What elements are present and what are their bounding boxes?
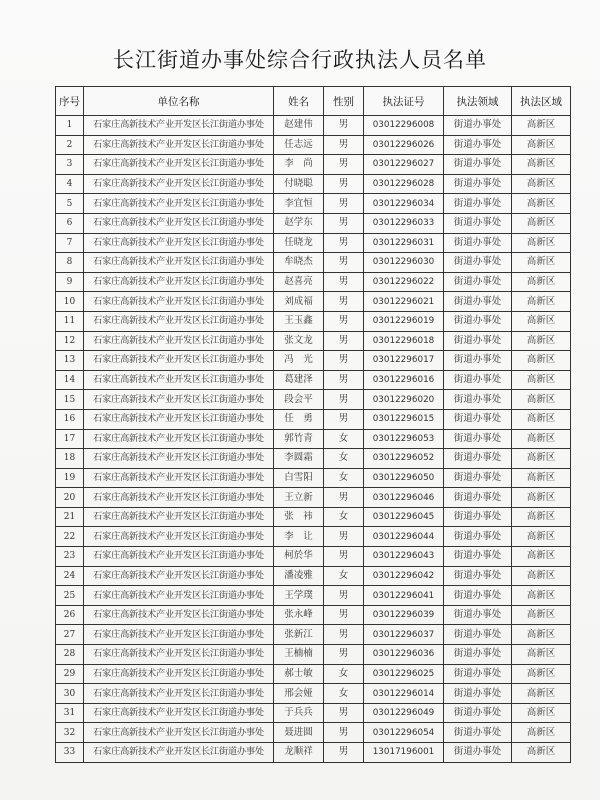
cell-name: 任志远 <box>274 135 324 155</box>
cell-seq: 27 <box>56 625 84 645</box>
cell-unit: 石家庄高新技术产业开发区长江街道办事处 <box>84 194 274 214</box>
cell-sex: 男 <box>324 116 364 136</box>
cell-name: 段会平 <box>274 390 324 410</box>
cell-license: 03012296034 <box>364 194 444 214</box>
cell-seq: 18 <box>56 449 84 469</box>
cell-unit: 石家庄高新技术产业开发区长江街道办事处 <box>84 645 274 665</box>
cell-field: 街道办事处 <box>444 468 512 488</box>
cell-unit: 石家庄高新技术产业开发区长江街道办事处 <box>84 743 274 763</box>
cell-seq: 8 <box>56 253 84 273</box>
cell-license: 03012296036 <box>364 645 444 665</box>
cell-field: 街道办事处 <box>444 684 512 704</box>
cell-seq: 31 <box>56 703 84 723</box>
cell-license: 03012296052 <box>364 449 444 469</box>
cell-license: 03012296017 <box>364 351 444 371</box>
cell-name: 郭竹青 <box>274 429 324 449</box>
header-area: 执法区域 <box>512 87 571 116</box>
cell-name: 郝士敏 <box>274 664 324 684</box>
header-row <box>56 87 571 116</box>
cell-license: 03012296008 <box>364 116 444 136</box>
cell-name: 王玉鑫 <box>274 311 324 331</box>
table-row <box>56 272 571 292</box>
cell-area: 高新区 <box>512 351 571 371</box>
cell-license: 03012296039 <box>364 605 444 625</box>
cell-seq: 25 <box>56 586 84 606</box>
cell-area: 高新区 <box>512 233 571 253</box>
cell-name: 任 勇 <box>274 409 324 429</box>
cell-field: 街道办事处 <box>444 664 512 684</box>
table-header <box>56 87 571 116</box>
cell-unit: 石家庄高新技术产业开发区长江街道办事处 <box>84 253 274 273</box>
cell-unit: 石家庄高新技术产业开发区长江街道办事处 <box>84 664 274 684</box>
header-license: 执法证号 <box>364 87 444 116</box>
table-row <box>56 233 571 253</box>
cell-name: 李 尚 <box>274 155 324 175</box>
cell-license: 03012296030 <box>364 253 444 273</box>
cell-sex: 男 <box>324 331 364 351</box>
cell-unit: 石家庄高新技术产业开发区长江街道办事处 <box>84 213 274 233</box>
cell-seq: 22 <box>56 527 84 547</box>
cell-sex: 男 <box>324 135 364 155</box>
cell-name: 王学璞 <box>274 586 324 606</box>
cell-sex: 女 <box>324 664 364 684</box>
cell-field: 街道办事处 <box>444 625 512 645</box>
table-row <box>56 703 571 723</box>
cell-seq: 11 <box>56 311 84 331</box>
cell-field: 街道办事处 <box>444 586 512 606</box>
cell-area: 高新区 <box>512 311 571 331</box>
cell-unit: 石家庄高新技术产业开发区长江街道办事处 <box>84 116 274 136</box>
table-body <box>56 116 571 763</box>
cell-field: 街道办事处 <box>444 409 512 429</box>
cell-seq: 14 <box>56 370 84 390</box>
cell-seq: 19 <box>56 468 84 488</box>
cell-license: 03012296033 <box>364 213 444 233</box>
cell-license: 03012296028 <box>364 174 444 194</box>
cell-unit: 石家庄高新技术产业开发区长江街道办事处 <box>84 547 274 567</box>
cell-unit: 石家庄高新技术产业开发区长江街道办事处 <box>84 292 274 312</box>
cell-seq: 9 <box>56 272 84 292</box>
cell-field: 街道办事处 <box>444 194 512 214</box>
cell-name: 张新江 <box>274 625 324 645</box>
cell-field: 街道办事处 <box>444 351 512 371</box>
cell-area: 高新区 <box>512 213 571 233</box>
cell-sex: 男 <box>324 625 364 645</box>
cell-seq: 4 <box>56 174 84 194</box>
table-row <box>56 605 571 625</box>
cell-sex: 男 <box>324 645 364 665</box>
cell-sex: 男 <box>324 233 364 253</box>
table-row <box>56 331 571 351</box>
cell-name: 于兵兵 <box>274 703 324 723</box>
cell-sex: 女 <box>324 507 364 527</box>
cell-field: 街道办事处 <box>444 429 512 449</box>
cell-area: 高新区 <box>512 194 571 214</box>
cell-field: 街道办事处 <box>444 566 512 586</box>
cell-field: 街道办事处 <box>444 116 512 136</box>
cell-area: 高新区 <box>512 547 571 567</box>
cell-sex: 男 <box>324 272 364 292</box>
cell-name: 王立新 <box>274 488 324 508</box>
cell-name: 柯於华 <box>274 547 324 567</box>
cell-license: 03012296045 <box>364 507 444 527</box>
cell-sex: 女 <box>324 429 364 449</box>
cell-field: 街道办事处 <box>444 547 512 567</box>
cell-unit: 石家庄高新技术产业开发区长江街道办事处 <box>84 390 274 410</box>
cell-unit: 石家庄高新技术产业开发区长江街道办事处 <box>84 566 274 586</box>
cell-unit: 石家庄高新技术产业开发区长江街道办事处 <box>84 311 274 331</box>
cell-area: 高新区 <box>512 292 571 312</box>
cell-name: 李宜恒 <box>274 194 324 214</box>
cell-name: 冯 光 <box>274 351 324 371</box>
cell-field: 街道办事处 <box>444 155 512 175</box>
cell-unit: 石家庄高新技术产业开发区长江街道办事处 <box>84 468 274 488</box>
cell-field: 街道办事处 <box>444 527 512 547</box>
cell-unit: 石家庄高新技术产业开发区长江街道办事处 <box>84 233 274 253</box>
cell-sex: 男 <box>324 174 364 194</box>
cell-license: 03012296044 <box>364 527 444 547</box>
cell-sex: 女 <box>324 449 364 469</box>
cell-unit: 石家庄高新技术产业开发区长江街道办事处 <box>84 155 274 175</box>
cell-area: 高新区 <box>512 429 571 449</box>
cell-license: 03012296037 <box>364 625 444 645</box>
cell-sex: 男 <box>324 351 364 371</box>
cell-area: 高新区 <box>512 684 571 704</box>
table-row <box>56 253 571 273</box>
cell-seq: 24 <box>56 566 84 586</box>
cell-area: 高新区 <box>512 507 571 527</box>
header-seq: 序号 <box>56 87 84 116</box>
table-row <box>56 527 571 547</box>
cell-unit: 石家庄高新技术产业开发区长江街道办事处 <box>84 135 274 155</box>
header-unit: 单位名称 <box>84 87 274 116</box>
cell-sex: 男 <box>324 311 364 331</box>
cell-license: 03012296014 <box>364 684 444 704</box>
cell-sex: 男 <box>324 409 364 429</box>
table-row <box>56 468 571 488</box>
cell-seq: 20 <box>56 488 84 508</box>
cell-seq: 3 <box>56 155 84 175</box>
cell-unit: 石家庄高新技术产业开发区长江街道办事处 <box>84 429 274 449</box>
cell-seq: 28 <box>56 645 84 665</box>
cell-sex: 女 <box>324 684 364 704</box>
cell-field: 街道办事处 <box>444 645 512 665</box>
cell-field: 街道办事处 <box>444 272 512 292</box>
cell-field: 街道办事处 <box>444 703 512 723</box>
cell-field: 街道办事处 <box>444 743 512 763</box>
table-row <box>56 743 571 763</box>
table-row <box>56 292 571 312</box>
cell-unit: 石家庄高新技术产业开发区长江街道办事处 <box>84 586 274 606</box>
cell-area: 高新区 <box>512 468 571 488</box>
cell-sex: 男 <box>324 292 364 312</box>
cell-sex: 女 <box>324 566 364 586</box>
cell-unit: 石家庄高新技术产业开发区长江街道办事处 <box>84 703 274 723</box>
cell-unit: 石家庄高新技术产业开发区长江街道办事处 <box>84 605 274 625</box>
table-row <box>56 488 571 508</box>
cell-name: 任晓龙 <box>274 233 324 253</box>
cell-area: 高新区 <box>512 527 571 547</box>
cell-field: 街道办事处 <box>444 449 512 469</box>
cell-license: 03012296049 <box>364 703 444 723</box>
cell-area: 高新区 <box>512 135 571 155</box>
header-field: 执法领域 <box>444 87 512 116</box>
cell-name: 李 让 <box>274 527 324 547</box>
cell-field: 街道办事处 <box>444 390 512 410</box>
cell-field: 街道办事处 <box>444 723 512 743</box>
cell-name: 白雪阳 <box>274 468 324 488</box>
cell-area: 高新区 <box>512 449 571 469</box>
cell-name: 赵喜亮 <box>274 272 324 292</box>
table-row <box>56 194 571 214</box>
cell-field: 街道办事处 <box>444 311 512 331</box>
cell-unit: 石家庄高新技术产业开发区长江街道办事处 <box>84 684 274 704</box>
cell-name: 葛建泽 <box>274 370 324 390</box>
cell-unit: 石家庄高新技术产业开发区长江街道办事处 <box>84 488 274 508</box>
cell-seq: 1 <box>56 116 84 136</box>
cell-license: 13017196001 <box>364 743 444 763</box>
table-row <box>56 370 571 390</box>
cell-field: 街道办事处 <box>444 488 512 508</box>
cell-unit: 石家庄高新技术产业开发区长江街道办事处 <box>84 331 274 351</box>
cell-seq: 26 <box>56 605 84 625</box>
cell-sex: 男 <box>324 155 364 175</box>
cell-sex: 男 <box>324 723 364 743</box>
cell-area: 高新区 <box>512 155 571 175</box>
cell-field: 街道办事处 <box>444 174 512 194</box>
cell-license: 03012296042 <box>364 566 444 586</box>
cell-area: 高新区 <box>512 174 571 194</box>
table-row <box>56 174 571 194</box>
table-row <box>56 684 571 704</box>
cell-unit: 石家庄高新技术产业开发区长江街道办事处 <box>84 449 274 469</box>
cell-sex: 男 <box>324 547 364 567</box>
cell-seq: 17 <box>56 429 84 449</box>
cell-name: 潘凌雅 <box>274 566 324 586</box>
cell-license: 03012296054 <box>364 723 444 743</box>
cell-seq: 33 <box>56 743 84 763</box>
cell-license: 03012296050 <box>364 468 444 488</box>
cell-area: 高新区 <box>512 566 571 586</box>
cell-area: 高新区 <box>512 605 571 625</box>
cell-seq: 32 <box>56 723 84 743</box>
table-row <box>56 135 571 155</box>
cell-name: 刘成福 <box>274 292 324 312</box>
cell-unit: 石家庄高新技术产业开发区长江街道办事处 <box>84 174 274 194</box>
cell-seq: 5 <box>56 194 84 214</box>
table-row <box>56 213 571 233</box>
cell-seq: 15 <box>56 390 84 410</box>
cell-name: 聂进圆 <box>274 723 324 743</box>
table-row <box>56 645 571 665</box>
table-row <box>56 449 571 469</box>
header-name: 姓名 <box>274 87 324 116</box>
cell-license: 03012296026 <box>364 135 444 155</box>
cell-license: 03012296041 <box>364 586 444 606</box>
cell-field: 街道办事处 <box>444 605 512 625</box>
cell-area: 高新区 <box>512 664 571 684</box>
cell-license: 03012296016 <box>364 370 444 390</box>
personnel-table <box>55 86 571 763</box>
cell-unit: 石家庄高新技术产业开发区长江街道办事处 <box>84 507 274 527</box>
cell-unit: 石家庄高新技术产业开发区长江街道办事处 <box>84 409 274 429</box>
cell-seq: 10 <box>56 292 84 312</box>
cell-seq: 16 <box>56 409 84 429</box>
cell-name: 牟晓杰 <box>274 253 324 273</box>
cell-name: 王楠楠 <box>274 645 324 665</box>
cell-sex: 男 <box>324 743 364 763</box>
table-row <box>56 351 571 371</box>
cell-seq: 29 <box>56 664 84 684</box>
cell-license: 03012296053 <box>364 429 444 449</box>
cell-field: 街道办事处 <box>444 213 512 233</box>
cell-seq: 2 <box>56 135 84 155</box>
cell-unit: 石家庄高新技术产业开发区长江街道办事处 <box>84 272 274 292</box>
cell-sex: 男 <box>324 586 364 606</box>
cell-field: 街道办事处 <box>444 253 512 273</box>
cell-name: 赵学东 <box>274 213 324 233</box>
table-row <box>56 547 571 567</box>
cell-area: 高新区 <box>512 625 571 645</box>
cell-license: 03012296020 <box>364 390 444 410</box>
cell-area: 高新区 <box>512 409 571 429</box>
table-row <box>56 311 571 331</box>
table-row <box>56 625 571 645</box>
cell-sex: 男 <box>324 370 364 390</box>
table-row <box>56 155 571 175</box>
cell-seq: 13 <box>56 351 84 371</box>
cell-field: 街道办事处 <box>444 331 512 351</box>
cell-area: 高新区 <box>512 703 571 723</box>
cell-sex: 男 <box>324 390 364 410</box>
document-title: 长江街道办事处综合行政执法人员名单 <box>113 48 487 72</box>
cell-sex: 男 <box>324 213 364 233</box>
table-row <box>56 507 571 527</box>
cell-field: 街道办事处 <box>444 507 512 527</box>
cell-area: 高新区 <box>512 743 571 763</box>
table-row <box>56 586 571 606</box>
cell-license: 03012296019 <box>364 311 444 331</box>
cell-seq: 21 <box>56 507 84 527</box>
cell-seq: 6 <box>56 213 84 233</box>
cell-license: 03012296021 <box>364 292 444 312</box>
cell-sex: 男 <box>324 194 364 214</box>
table-row <box>56 116 571 136</box>
cell-license: 03012296046 <box>364 488 444 508</box>
cell-name: 张 祎 <box>274 507 324 527</box>
table-row <box>56 409 571 429</box>
cell-area: 高新区 <box>512 116 571 136</box>
cell-sex: 男 <box>324 488 364 508</box>
cell-unit: 石家庄高新技术产业开发区长江街道办事处 <box>84 370 274 390</box>
cell-sex: 男 <box>324 605 364 625</box>
cell-area: 高新区 <box>512 645 571 665</box>
header-sex: 性别 <box>324 87 364 116</box>
cell-unit: 石家庄高新技术产业开发区长江街道办事处 <box>84 625 274 645</box>
cell-sex: 男 <box>324 253 364 273</box>
table-row <box>56 429 571 449</box>
cell-area: 高新区 <box>512 723 571 743</box>
cell-license: 03012296025 <box>364 664 444 684</box>
cell-name: 李圆霜 <box>274 449 324 469</box>
table-row <box>56 566 571 586</box>
cell-sex: 女 <box>324 468 364 488</box>
cell-unit: 石家庄高新技术产业开发区长江街道办事处 <box>84 527 274 547</box>
cell-seq: 7 <box>56 233 84 253</box>
cell-field: 街道办事处 <box>444 370 512 390</box>
cell-field: 街道办事处 <box>444 135 512 155</box>
cell-area: 高新区 <box>512 370 571 390</box>
cell-unit: 石家庄高新技术产业开发区长江街道办事处 <box>84 723 274 743</box>
table-row <box>56 723 571 743</box>
cell-area: 高新区 <box>512 488 571 508</box>
cell-license: 03012296022 <box>364 272 444 292</box>
cell-seq: 23 <box>56 547 84 567</box>
cell-license: 03012296015 <box>364 409 444 429</box>
table-row <box>56 390 571 410</box>
cell-seq: 12 <box>56 331 84 351</box>
cell-name: 龙顺祥 <box>274 743 324 763</box>
cell-name: 邢会娅 <box>274 684 324 704</box>
cell-area: 高新区 <box>512 390 571 410</box>
cell-name: 张永峰 <box>274 605 324 625</box>
cell-name: 付晓聪 <box>274 174 324 194</box>
table-row <box>56 664 571 684</box>
cell-name: 张文龙 <box>274 331 324 351</box>
cell-license: 03012296027 <box>364 155 444 175</box>
cell-field: 街道办事处 <box>444 292 512 312</box>
cell-field: 街道办事处 <box>444 233 512 253</box>
cell-sex: 男 <box>324 527 364 547</box>
cell-unit: 石家庄高新技术产业开发区长江街道办事处 <box>84 351 274 371</box>
cell-area: 高新区 <box>512 272 571 292</box>
cell-name: 赵建伟 <box>274 116 324 136</box>
cell-license: 03012296018 <box>364 331 444 351</box>
cell-area: 高新区 <box>512 331 571 351</box>
cell-area: 高新区 <box>512 586 571 606</box>
cell-license: 03012296043 <box>364 547 444 567</box>
cell-sex: 男 <box>324 703 364 723</box>
cell-seq: 30 <box>56 684 84 704</box>
cell-area: 高新区 <box>512 253 571 273</box>
cell-license: 03012296031 <box>364 233 444 253</box>
